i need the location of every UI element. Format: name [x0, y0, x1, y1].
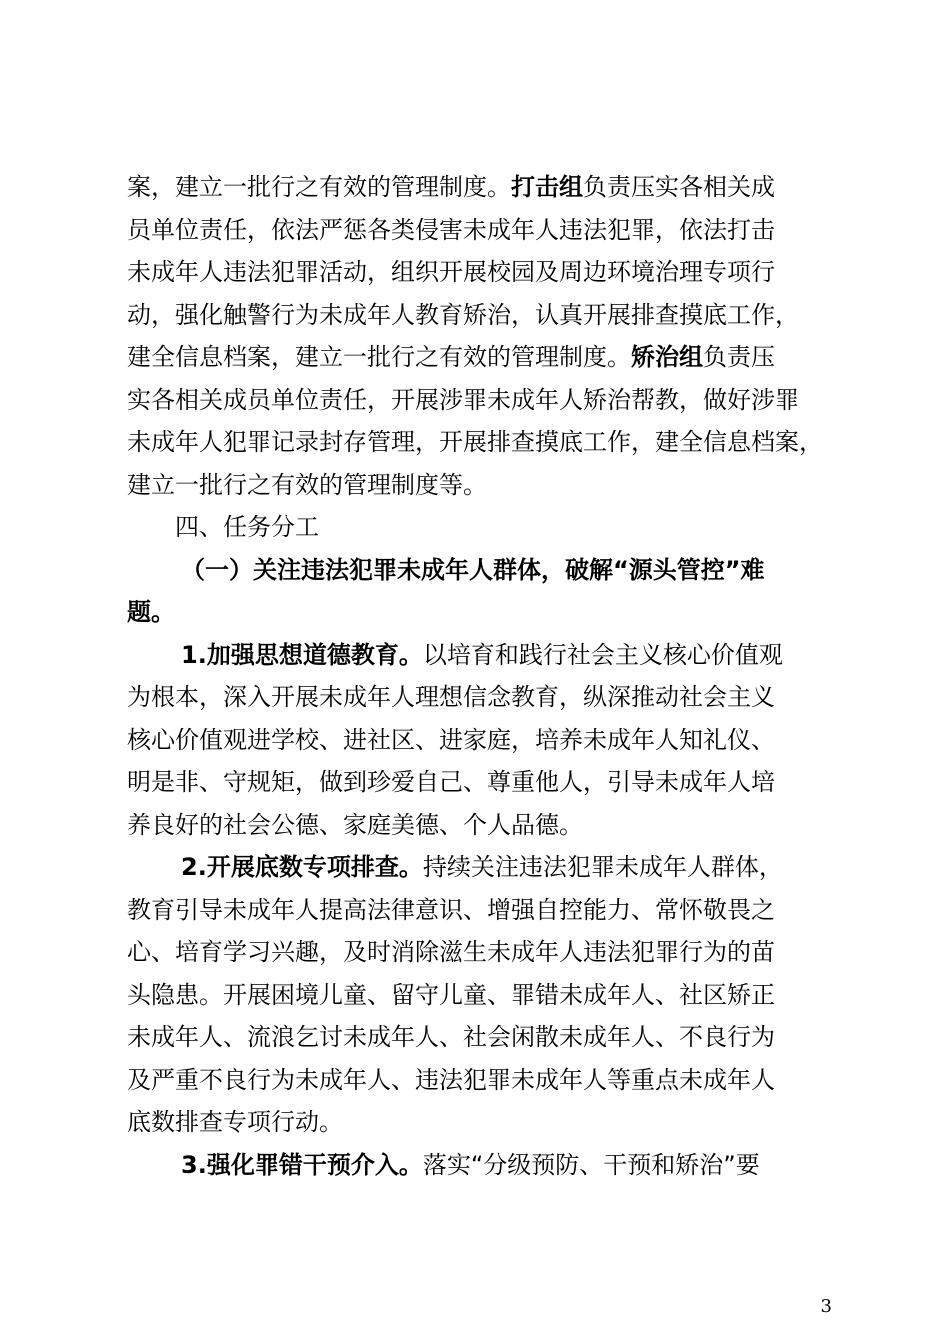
paragraph-line: 建全信息档案，建立一批行之有效的管理制度。矫治组负责压 — [127, 343, 775, 371]
paragraph-line: 案，建立一批行之有效的管理制度。打击组负责压实各相关成 — [127, 173, 775, 201]
page-number: 3 — [820, 1296, 832, 1317]
item-line: 明是非、守规矩，做到珍爱自己、尊重他人，引导未成年人培 — [127, 768, 775, 796]
subsection-heading-continued: 题。 — [127, 598, 175, 626]
item-line: 养良好的社会公德、家庭美德、个人品德。 — [127, 810, 583, 839]
bold-term-strike-group: 打击组 — [511, 173, 583, 201]
item-line: 3.强化罪错干预介入。落实“分级预防、干预和矫治”要 — [181, 1150, 760, 1179]
item-line: 头隐患。开展困境儿童、留守儿童、罪错未成年人、社区矫正 — [127, 980, 775, 1009]
item-title: 1.加强思想道德教育。 — [181, 640, 423, 669]
item-line: 为根本，深入开展未成年人理想信念教育，纵深推动社会主义 — [127, 683, 775, 711]
item-line: 1.加强思想道德教育。以培育和践行社会主义核心价值观 — [181, 640, 783, 669]
paragraph-line: 未成年人犯罪记录封存管理，开展排查摸底工作，建全信息档案， — [127, 428, 823, 456]
paragraph-line: 实各相关成员单位责任，开展涉罪未成年人矫治帮教，做好涉罪 — [127, 385, 799, 414]
item-line: 核心价值观进学校、进社区、进家庭，培养未成年人知礼仪、 — [127, 725, 775, 754]
item-line: 未成年人、流浪乞讨未成年人、社会闲散未成年人、不良行为 — [127, 1023, 775, 1051]
paragraph-line: 未成年人违法犯罪活动，组织开展校园及周边环境治理专项行 — [127, 258, 775, 286]
item-title: 2.开展底数专项排查。 — [181, 853, 423, 881]
paragraph-line: 员单位责任，依法严惩各类侵害未成年人违法犯罪，依法打击 — [127, 215, 775, 244]
document-body — [127, 166, 855, 1186]
item-title: 3.强化罪错干预介入。 — [181, 1150, 423, 1179]
item-line: 及严重不良行为未成年人、违法犯罪未成年人等重点未成年人 — [127, 1065, 775, 1094]
item-line: 底数排查专项行动。 — [127, 1108, 343, 1136]
item-line: 心、培育学习兴趣，及时消除滋生未成年人违法犯罪行为的苗 — [127, 938, 775, 966]
paragraph-line: 动，强化触警行为未成年人教育矫治，认真开展排查摸底工作， — [127, 300, 799, 329]
paragraph-line: 建立一批行之有效的管理制度等。 — [127, 470, 487, 499]
item-line: 2.开展底数专项排查。持续关注违法犯罪未成年人群体， — [181, 853, 783, 881]
subsection-heading: （一）关注违法犯罪未成年人群体，破解“源头管控”难 — [181, 555, 765, 584]
section-heading: 四、任务分工 — [175, 513, 319, 541]
item-line: 教育引导未成年人提高法律意识、增强自控能力、常怀敬畏之 — [127, 895, 775, 924]
bold-term-correction-group: 矫治组 — [631, 343, 703, 371]
